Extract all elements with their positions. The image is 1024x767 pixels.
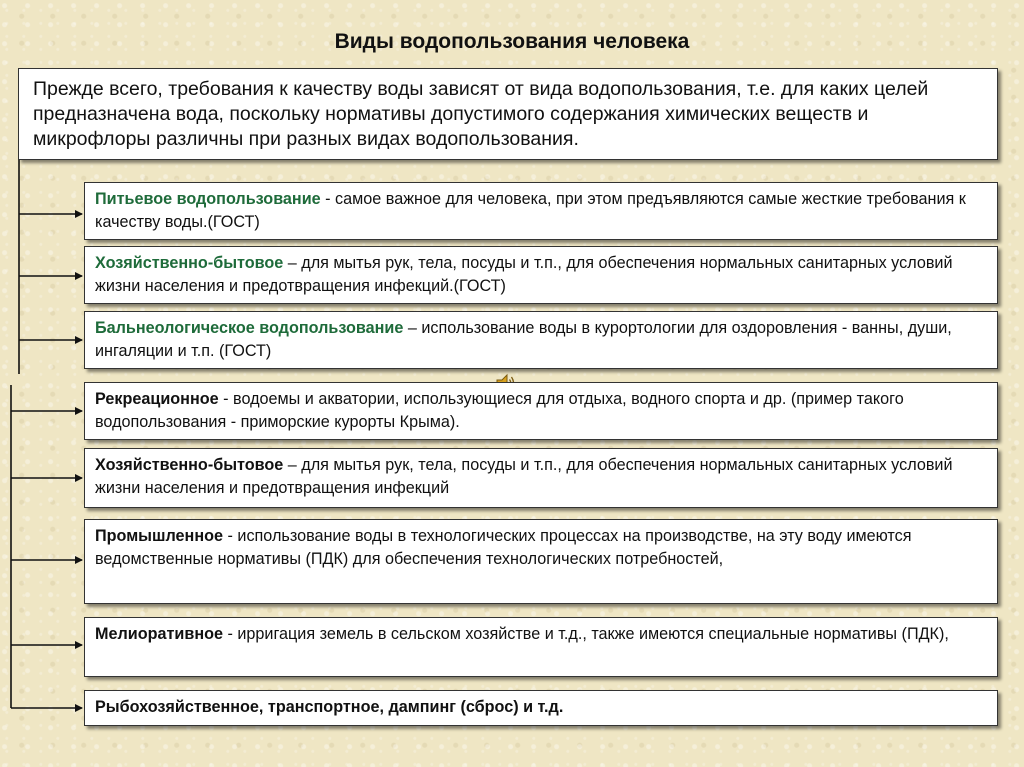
card-text: - водоемы и акватории, использующиеся для отдыха, водного спорта и др. (пример такого водопользования - приморские курорты Крыма). bbox=[95, 390, 904, 431]
card-text: – для мытья рук, тела, посуды и т.п., для обеспечения нормальных санитарных условий жизни населения и предотвращения инфекций.(ГОСТ) bbox=[95, 254, 953, 295]
card-recreational bbox=[84, 382, 998, 440]
card-text: – для мытья рук, тела, посуды и т.п., для обеспечения нормальных санитарных условий жизни населения и предотвращения инфекций bbox=[95, 456, 953, 497]
card-household-2 bbox=[84, 448, 998, 508]
card-term: Мелиоративное bbox=[95, 625, 223, 643]
intro-box: Прежде всего, требования к качеству воды зависят от вида водопользования, т.е. для каких целей предназначена вода, поскольку нормативы допустимого содержания химических веществ и микрофлоры различны при разных видах водопользования. bbox=[18, 68, 998, 160]
card-term: Рыбохозяйственное, транспортное, дампинг (сброс) и т.д. bbox=[95, 698, 564, 716]
card-drinking bbox=[84, 182, 998, 240]
card-household bbox=[84, 246, 998, 304]
card-term: Хозяйственно-бытовое bbox=[95, 456, 284, 474]
card-text: - ирригация земель в сельском хозяйстве и т.д., также имеются специальные нормативы (ПДК), bbox=[223, 625, 949, 643]
card-text: - самое важное для человека, при этом предъявляются самые жесткие требования к качеству воды.(ГОСТ) bbox=[95, 190, 966, 231]
page-title: Виды водопользования человека bbox=[334, 30, 690, 53]
card-text: - использование воды в технологических процессах на производстве, на эту воду имеются ведомственные нормативы (ПДК) для обеспечения технологических потребностей, bbox=[95, 527, 912, 568]
card-term: Промышленное bbox=[95, 527, 224, 545]
card-term: Рекреационное bbox=[95, 390, 219, 408]
card-term: Питьевое водопользование bbox=[95, 190, 321, 208]
card-industrial bbox=[84, 519, 998, 604]
card-term: Хозяйственно-бытовое bbox=[95, 254, 284, 272]
card-balneological bbox=[84, 311, 998, 369]
card-melioration bbox=[84, 617, 998, 677]
card-text: – использование воды в курортологии для оздоровления - ванны, души, ингаляции и т.п. (ГОСТ) bbox=[95, 319, 952, 360]
card-fishery bbox=[84, 690, 998, 726]
card-term: Бальнеологическое водопользование bbox=[95, 319, 404, 337]
